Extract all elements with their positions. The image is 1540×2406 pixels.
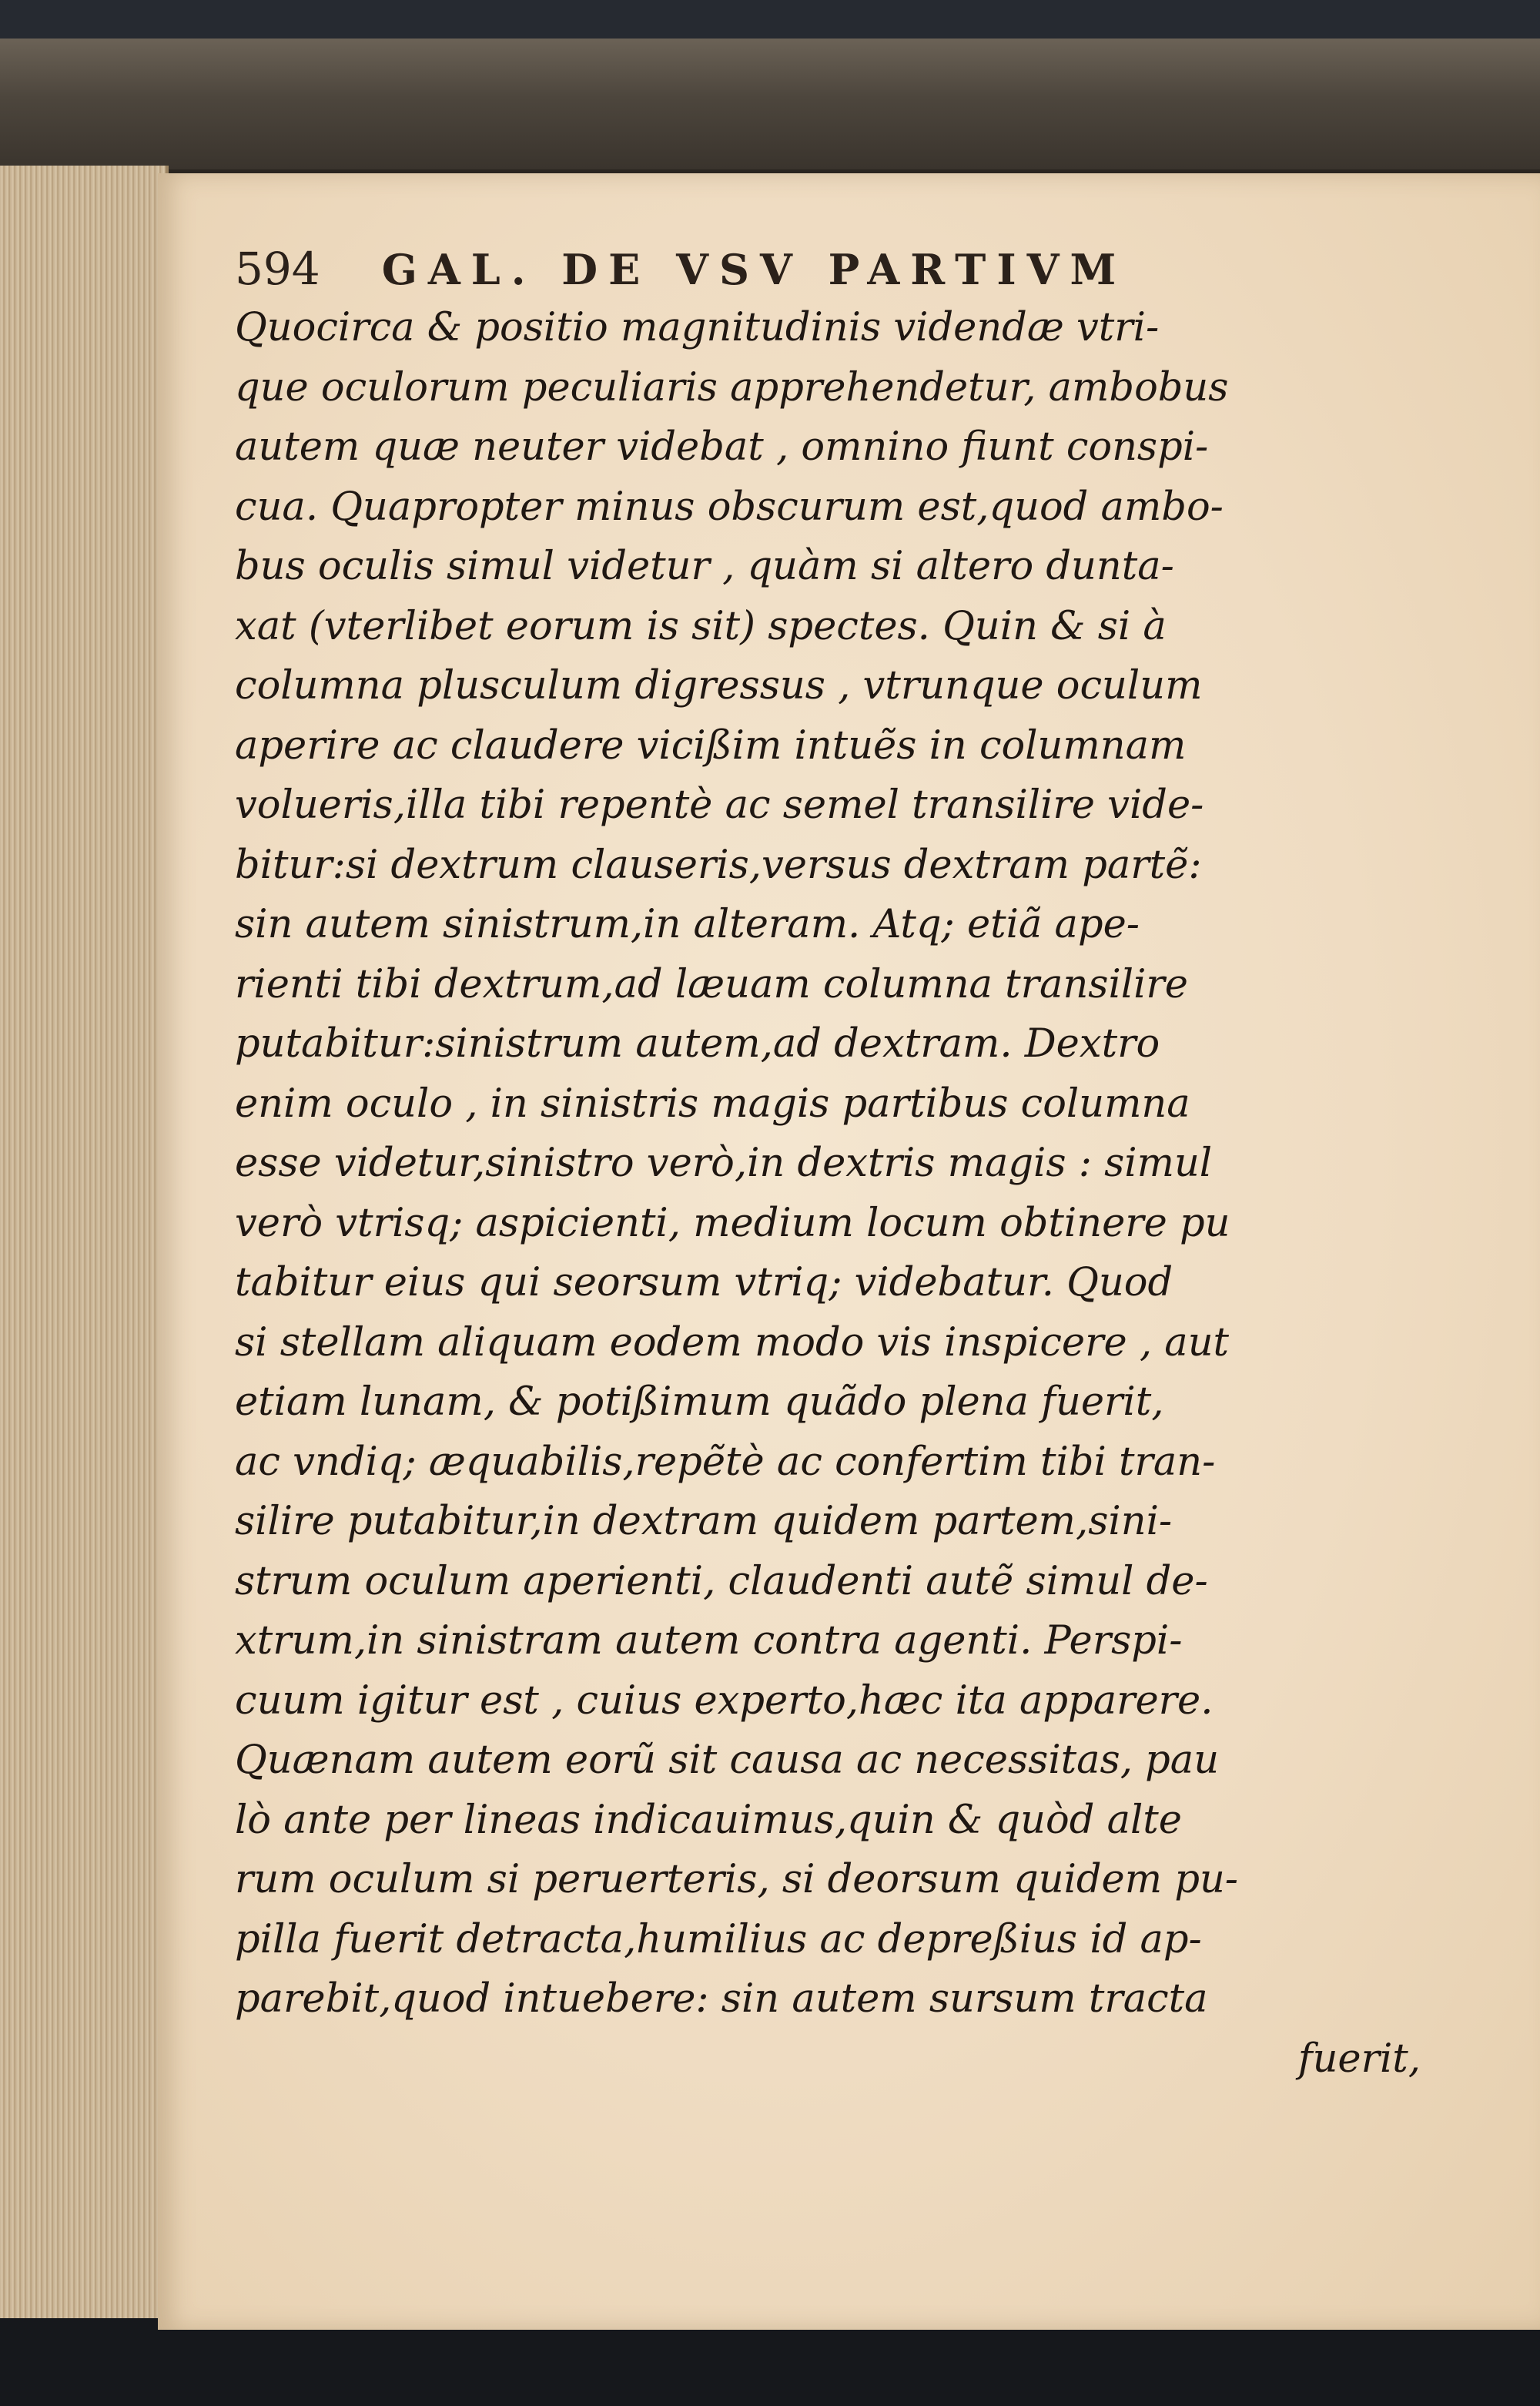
text-line: bus oculis simul videtur , quàm si altero dunta-	[235, 544, 1174, 589]
text-line: columna plusculum digressus , vtrunque oculum	[235, 663, 1203, 709]
text-line: xtrum,in sinistram autem contra agenti. Perspi-	[235, 1618, 1183, 1664]
running-head: GAL. DE VSV PARTIVM	[381, 245, 1127, 294]
page-content	[235, 243, 1467, 2089]
book-top-edge	[0, 39, 1540, 174]
page-number: 594	[235, 243, 320, 295]
text-line: cuum igitur est , cuius experto,hæc ita apparere.	[235, 1677, 1214, 1724]
text-line: verò vtrisq; aspicienti, medium locum obtinere pu	[235, 1200, 1230, 1246]
text-line: rum oculum si peruerteris, si deorsum quidem pu-	[235, 1857, 1239, 1902]
text-line: rienti tibi dextrum,ad læuam columna transilire	[235, 961, 1188, 1007]
text-line: volueris,illa tibi repentè ac semel transilire vide-	[235, 782, 1204, 828]
text-line: ac vndiq; æquabilis,repẽtè ac confertim tibi tran-	[235, 1439, 1216, 1485]
text-line: Quocirca & positio magnitudinis videndæ vtri-	[235, 305, 1160, 350]
text-line: si stellam aliquam eodem modo vis inspicere , aut	[235, 1319, 1230, 1366]
text-line: Quænam autem eorũ sit causa ac necessitas, pau	[235, 1737, 1220, 1783]
background-bottom	[0, 2318, 1540, 2406]
text-line: autem quæ neuter videbat , omnino fiunt conspi-	[235, 424, 1209, 470]
page-edges	[0, 166, 169, 2322]
text-line: putabitur:sinistrum autem,ad dextram. Dextro	[235, 1021, 1160, 1067]
text-line: etiam lunam, & potißimum quãdo plena fuerit,	[235, 1379, 1164, 1425]
body-text	[235, 298, 1467, 2089]
text-line: aperire ac claudere vicißim intuẽs in columnam	[235, 722, 1187, 769]
text-line: tabitur eius qui seorsum vtriq; videbatur. Quod	[235, 1260, 1173, 1305]
text-line: silire putabitur,in dextram quidem partem,sini-	[235, 1499, 1173, 1544]
catchword: fuerit,	[1297, 2036, 1421, 2082]
text-line: parebit,quod intuebere: sin autem sursum tracta	[235, 1976, 1208, 2022]
text-line: xat (vterlibet eorum is sit) spectes. Quin & si à	[235, 603, 1167, 649]
text-line: bitur:si dextrum clauseris,versus dextram partẽ:	[235, 842, 1202, 888]
text-line: esse videtur,sinistro verò,in dextris magis : simul	[235, 1141, 1213, 1186]
text-line: lò ante per lineas indicauimus,quin & quòd alte	[235, 1797, 1182, 1843]
page-header	[235, 243, 1467, 298]
text-line: enim oculo , in sinistris magis partibus columna	[235, 1081, 1190, 1127]
text-line: que oculorum peculiaris apprehendetur, ambobus	[235, 364, 1229, 410]
text-line: strum oculum aperienti, claudenti autẽ simul de-	[235, 1558, 1208, 1604]
text-line: cua. Quapropter minus obscurum est,quod ambo-	[235, 484, 1224, 530]
text-line: sin autem sinistrum,in alteram. Atq; etiã ape-	[235, 902, 1140, 947]
text-line: pilla fuerit detracta,humilius ac depreßius id ap-	[235, 1916, 1202, 1962]
